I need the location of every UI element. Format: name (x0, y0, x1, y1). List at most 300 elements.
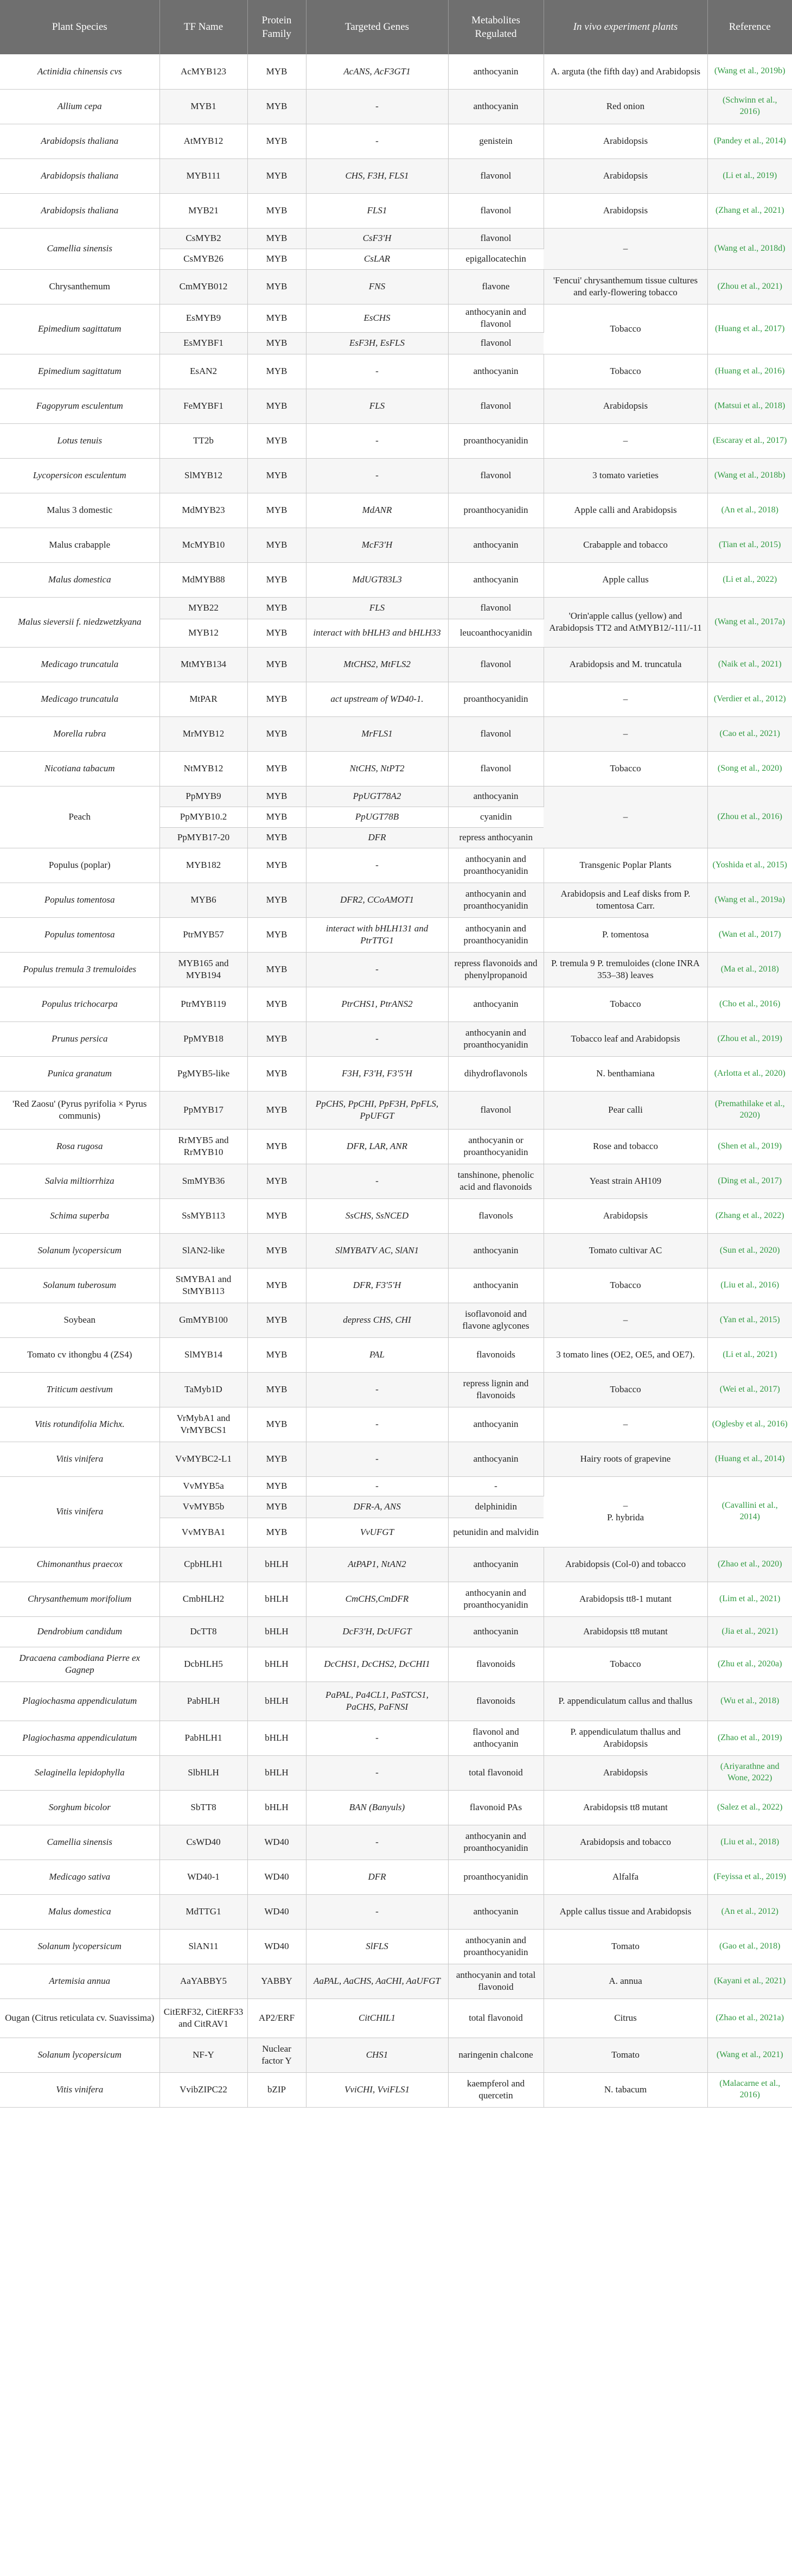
cell-targeted-genes: EsF3H, EsFLS (306, 332, 448, 354)
cell-tf-name: VvMYB5a (159, 1476, 247, 1496)
cell-protein-family: MYB (247, 751, 306, 786)
cell-targeted-genes: - (306, 354, 448, 389)
cell-protein-family: MYB (247, 423, 306, 458)
cell-tf-name: DcbHLH5 (159, 1647, 247, 1682)
cell-plant-species: Vitis vinifera (0, 1442, 159, 1476)
cell-protein-family: MYB (247, 193, 306, 228)
cell-plant-species: Malus crabapple (0, 528, 159, 562)
cell-protein-family: bHLH (247, 1721, 306, 1755)
cell-metabolites: flavonol (448, 458, 544, 493)
cell-tf-name: MdMYB88 (159, 562, 247, 597)
table-row (0, 1755, 792, 1790)
cell-protein-family: MYB (247, 597, 306, 619)
cell-protein-family: MYB (247, 458, 306, 493)
cell-targeted-genes: FLS (306, 597, 448, 619)
cell-tf-name: PpMYB10.2 (159, 807, 247, 827)
cell-tf-name: AcMYB123 (159, 54, 247, 89)
cell-plant-species: Arabidopsis thaliana (0, 158, 159, 193)
cell-tf-name: EsAN2 (159, 354, 247, 389)
table-row (0, 1056, 792, 1091)
cell-in-vivo-plants: Tobacco (544, 354, 707, 389)
table-row (0, 987, 792, 1021)
cell-protein-family: MYB (247, 952, 306, 987)
cell-tf-name: CsMYB2 (159, 228, 247, 249)
cell-in-vivo-plants: N. tabacum (544, 2072, 707, 2107)
cell-plant-species: Triticum aestivum (0, 1372, 159, 1407)
cell-targeted-genes: DFR2, CCoAMOT1 (306, 883, 448, 917)
cell-targeted-genes: CHS, F3H, FLS1 (306, 158, 448, 193)
cell-tf-name: McMYB10 (159, 528, 247, 562)
cell-protein-family: MYB (247, 1407, 306, 1442)
cell-protein-family: YABBY (247, 1964, 306, 1998)
cell-metabolites: proanthocyanidin (448, 493, 544, 528)
cell-plant-species: Camellia sinensis (0, 228, 159, 269)
cell-tf-name: SbTT8 (159, 1790, 247, 1825)
table-row (0, 1825, 792, 1860)
cell-targeted-genes: interact with bHLH131 and PtrTTG1 (306, 917, 448, 952)
cell-in-vivo-plants: – (544, 228, 707, 269)
cell-metabolites: flavonol (448, 716, 544, 751)
table-row (0, 682, 792, 716)
cell-in-vivo-plants: Rose and tobacco (544, 1129, 707, 1164)
cell-tf-name: TT2b (159, 423, 247, 458)
table-row (0, 1268, 792, 1303)
cell-reference: (An et al., 2012) (707, 1894, 792, 1929)
table-row (0, 54, 792, 89)
cell-in-vivo-plants: Arabidopsis (544, 389, 707, 423)
cell-targeted-genes: DcCHS1, DcCHS2, DcCHI1 (306, 1647, 448, 1682)
cell-plant-species: Solanum lycopersicum (0, 2038, 159, 2072)
cell-tf-name: PabHLH (159, 1682, 247, 1721)
cell-metabolites: flavonol (448, 389, 544, 423)
table-row (0, 124, 792, 158)
cell-targeted-genes: - (306, 1755, 448, 1790)
cell-tf-name: SmMYB36 (159, 1164, 247, 1198)
cell-reference: (Huang et al., 2017) (707, 304, 792, 354)
cell-reference: (Wang et al., 2018b) (707, 458, 792, 493)
table-row (0, 1894, 792, 1929)
cell-metabolites: kaempferol and quercetin (448, 2072, 544, 2107)
cell-reference: (Cao et al., 2021) (707, 716, 792, 751)
cell-reference: (Sun et al., 2020) (707, 1233, 792, 1268)
cell-plant-species: Lycopersicon esculentum (0, 458, 159, 493)
cell-tf-name: MYB21 (159, 193, 247, 228)
cell-reference: (Li et al., 2022) (707, 562, 792, 597)
cell-metabolites: anthocyanin (448, 562, 544, 597)
cell-metabolites: anthocyanin (448, 528, 544, 562)
cell-tf-name: SlMYB12 (159, 458, 247, 493)
cell-plant-species: Plagiochasma appendiculatum (0, 1721, 159, 1755)
cell-reference: (Ding et al., 2017) (707, 1164, 792, 1198)
cell-metabolites: flavonoids (448, 1337, 544, 1372)
cell-reference: (Zhou et al., 2019) (707, 1021, 792, 1056)
cell-plant-species: Chrysanthemum (0, 269, 159, 304)
cell-targeted-genes: CitCHIL1 (306, 1998, 448, 2038)
cell-plant-species: Prunus persica (0, 1021, 159, 1056)
header-row (0, 0, 792, 54)
cell-protein-family: bHLH (247, 1616, 306, 1647)
header-tf-name: TF Name (159, 0, 247, 54)
cell-reference: (Zhao et al., 2019) (707, 1721, 792, 1755)
cell-reference: (Yoshida et al., 2015) (707, 848, 792, 883)
table-row (0, 647, 792, 682)
cell-metabolites: repress lignin and flavonoids (448, 1372, 544, 1407)
cell-protein-family: bHLH (247, 1647, 306, 1682)
cell-targeted-genes: EsCHS (306, 304, 448, 332)
cell-in-vivo-plants: Apple calli and Arabidopsis (544, 493, 707, 528)
cell-in-vivo-plants: Yeast strain AH109 (544, 1164, 707, 1198)
cell-targeted-genes: F3H, F3'H, F3'5'H (306, 1056, 448, 1091)
cell-protein-family: MYB (247, 807, 306, 827)
cell-plant-species: Schima superba (0, 1198, 159, 1233)
cell-tf-name: SsMYB113 (159, 1198, 247, 1233)
cell-tf-name: PabHLH1 (159, 1721, 247, 1755)
cell-metabolites: epigallocatechin (448, 249, 544, 269)
cell-targeted-genes: PtrCHS1, PtrANS2 (306, 987, 448, 1021)
cell-reference: (Arlotta et al., 2020) (707, 1056, 792, 1091)
cell-in-vivo-plants: Tobacco (544, 751, 707, 786)
cell-in-vivo-plants: – (544, 682, 707, 716)
cell-tf-name: EsMYBF1 (159, 332, 247, 354)
cell-tf-name: MdTTG1 (159, 1894, 247, 1929)
cell-protein-family: MYB (247, 493, 306, 528)
cell-tf-name: SlbHLH (159, 1755, 247, 1790)
cell-targeted-genes: PpUGT78A2 (306, 786, 448, 807)
cell-plant-species: Vitis rotundifolia Michx. (0, 1407, 159, 1442)
cell-in-vivo-plants: – (544, 786, 707, 848)
cell-metabolites: flavonol (448, 647, 544, 682)
cell-protein-family: MYB (247, 1021, 306, 1056)
cell-protein-family: bHLH (247, 1547, 306, 1582)
cell-metabolites: anthocyanin and flavonol (448, 304, 544, 332)
cell-plant-species: Salvia miltiorrhiza (0, 1164, 159, 1198)
cell-targeted-genes: MtCHS2, MtFLS2 (306, 647, 448, 682)
cell-protein-family: Nuclear factor Y (247, 2038, 306, 2072)
cell-in-vivo-plants: – (544, 423, 707, 458)
cell-reference: (Wang et al., 2017a) (707, 597, 792, 647)
table-header (0, 0, 792, 54)
cell-targeted-genes: PpUGT78B (306, 807, 448, 827)
cell-plant-species: Fagopyrum esculentum (0, 389, 159, 423)
cell-reference: (Gao et al., 2018) (707, 1929, 792, 1964)
table-row (0, 1647, 792, 1682)
cell-plant-species: Chrysanthemum morifolium (0, 1582, 159, 1616)
cell-in-vivo-plants: 3 tomato varieties (544, 458, 707, 493)
table-row (0, 269, 792, 304)
cell-tf-name: CmMYB012 (159, 269, 247, 304)
cell-protein-family: bZIP (247, 2072, 306, 2107)
cell-plant-species: Sorghum bicolor (0, 1790, 159, 1825)
cell-plant-species: Vitis vinifera (0, 2072, 159, 2107)
cell-reference: (An et al., 2018) (707, 493, 792, 528)
cell-tf-name: MtMYB134 (159, 647, 247, 682)
cell-targeted-genes: DcF3'H, DcUFGT (306, 1616, 448, 1647)
cell-tf-name: CpbHLH1 (159, 1547, 247, 1582)
cell-tf-name: StMYBA1 and StMYB113 (159, 1268, 247, 1303)
table-row (0, 1547, 792, 1582)
cell-plant-species: Actinidia chinensis cvs (0, 54, 159, 89)
cell-in-vivo-plants: N. benthamiana (544, 1056, 707, 1091)
cell-in-vivo-plants: P. appendiculatum callus and thallus (544, 1682, 707, 1721)
cell-protein-family: MYB (247, 54, 306, 89)
cell-plant-species: Dendrobium candidum (0, 1616, 159, 1647)
cell-reference: (Premathilake et al., 2020) (707, 1091, 792, 1129)
cell-metabolites: anthocyanin (448, 1616, 544, 1647)
cell-reference: (Li et al., 2021) (707, 1337, 792, 1372)
cell-reference: (Huang et al., 2014) (707, 1442, 792, 1476)
cell-in-vivo-plants: Tomato (544, 1929, 707, 1964)
cell-metabolites: anthocyanin (448, 1547, 544, 1582)
cell-protein-family: bHLH (247, 1790, 306, 1825)
cell-metabolites: flavonols (448, 1198, 544, 1233)
cell-targeted-genes: FLS (306, 389, 448, 423)
cell-protein-family: MYB (247, 827, 306, 848)
table-row (0, 158, 792, 193)
cell-reference: (Matsui et al., 2018) (707, 389, 792, 423)
table-row (0, 917, 792, 952)
cell-metabolites: anthocyanin and proanthocyanidin (448, 1582, 544, 1616)
cell-reference: (Tian et al., 2015) (707, 528, 792, 562)
header-reference: Reference (707, 0, 792, 54)
table-row (0, 389, 792, 423)
table-row (0, 2038, 792, 2072)
cell-tf-name: DcTT8 (159, 1616, 247, 1647)
cell-protein-family: MYB (247, 1198, 306, 1233)
cell-reference: (Schwinn et al., 2016) (707, 89, 792, 124)
cell-tf-name: WD40-1 (159, 1860, 247, 1894)
table-row (0, 423, 792, 458)
cell-metabolites: flavonol (448, 228, 544, 249)
cell-plant-species: Vitis vinifera (0, 1476, 159, 1547)
cell-targeted-genes: VviCHI, VviFLS1 (306, 2072, 448, 2107)
cell-tf-name: PpMYB9 (159, 786, 247, 807)
cell-tf-name: VvibZIPC22 (159, 2072, 247, 2107)
cell-metabolites: naringenin chalcone (448, 2038, 544, 2072)
cell-in-vivo-plants: 'Fencui' chrysanthemum tissue cultures and early-flowering tobacco (544, 269, 707, 304)
cell-targeted-genes: VvUFGT (306, 1518, 448, 1547)
cell-metabolites: anthocyanin and proanthocyanidin (448, 883, 544, 917)
table-row (0, 1682, 792, 1721)
table-row (0, 1303, 792, 1337)
cell-in-vivo-plants: Arabidopsis tt8-1 mutant (544, 1582, 707, 1616)
cell-protein-family: WD40 (247, 1929, 306, 1964)
cell-tf-name: CmbHLH2 (159, 1582, 247, 1616)
cell-in-vivo-plants: Tobacco (544, 1268, 707, 1303)
cell-reference: (Wang et al., 2021) (707, 2038, 792, 2072)
table-row (0, 2072, 792, 2107)
cell-metabolites: repress flavonoids and phenylpropanoid (448, 952, 544, 987)
table-row (0, 1021, 792, 1056)
cell-in-vivo-plants: – (544, 716, 707, 751)
cell-tf-name: AtMYB12 (159, 124, 247, 158)
cell-reference: (Cavallini et al., 2014) (707, 1476, 792, 1547)
cell-targeted-genes: DFR (306, 827, 448, 848)
table-body (0, 54, 792, 2107)
cell-in-vivo-plants: Tobacco leaf and Arabidopsis (544, 1021, 707, 1056)
cell-in-vivo-plants: P. appendiculatum thallus and Arabidopsis (544, 1721, 707, 1755)
cell-tf-name: MYB12 (159, 619, 247, 647)
cell-reference: (Wan et al., 2017) (707, 917, 792, 952)
cell-plant-species: Chimonanthus praecox (0, 1547, 159, 1582)
cell-metabolites: tanshinone, phenolic acid and flavonoids (448, 1164, 544, 1198)
cell-tf-name: SlMYB14 (159, 1337, 247, 1372)
cell-targeted-genes: AcANS, AcF3GT1 (306, 54, 448, 89)
cell-plant-species: 'Red Zaosu' (Pyrus pyrifolia × Pyrus communis) (0, 1091, 159, 1129)
cell-targeted-genes: depress CHS, CHI (306, 1303, 448, 1337)
cell-protein-family: MYB (247, 848, 306, 883)
cell-targeted-genes: DFR-A, ANS (306, 1496, 448, 1518)
cell-in-vivo-plants: 'Orin'apple callus (yellow) and Arabidopsis TT2 and AtMYB12/-111/-11 (544, 597, 707, 647)
table-row (0, 1129, 792, 1164)
cell-protein-family: MYB (247, 1442, 306, 1476)
cell-plant-species: Medicago sativa (0, 1860, 159, 1894)
cell-in-vivo-plants: Transgenic Poplar Plants (544, 848, 707, 883)
cell-metabolites: flavonol (448, 158, 544, 193)
cell-metabolites: - (448, 1476, 544, 1496)
cell-protein-family: MYB (247, 917, 306, 952)
cell-plant-species: Solanum lycopersicum (0, 1233, 159, 1268)
cell-metabolites: anthocyanin (448, 1407, 544, 1442)
table-row (0, 89, 792, 124)
table-row (0, 493, 792, 528)
cell-in-vivo-plants: Tobacco (544, 987, 707, 1021)
cell-metabolites: flavonol (448, 193, 544, 228)
cell-protein-family: MYB (247, 354, 306, 389)
cell-tf-name: SlAN11 (159, 1929, 247, 1964)
table-row (0, 193, 792, 228)
cell-plant-species: Ougan (Citrus reticulata cv. Suavissima) (0, 1998, 159, 2038)
cell-tf-name: PpMYB18 (159, 1021, 247, 1056)
cell-protein-family: MYB (247, 158, 306, 193)
cell-targeted-genes: - (306, 124, 448, 158)
header-protein-family: Protein Family (247, 0, 306, 54)
cell-targeted-genes: SlFLS (306, 1929, 448, 1964)
cell-protein-family: MYB (247, 124, 306, 158)
header-metabolites: Metabolites Regulated (448, 0, 544, 54)
table-row (0, 786, 792, 807)
cell-protein-family: MYB (247, 1372, 306, 1407)
cell-targeted-genes: AtPAP1, NtAN2 (306, 1547, 448, 1582)
cell-targeted-genes: DFR, LAR, ANR (306, 1129, 448, 1164)
cell-tf-name: VrMybA1 and VrMYBCS1 (159, 1407, 247, 1442)
table-row (0, 228, 792, 249)
cell-metabolites: flavonol (448, 751, 544, 786)
cell-targeted-genes: - (306, 1372, 448, 1407)
cell-targeted-genes: DFR (306, 1860, 448, 1894)
cell-targeted-genes: MdANR (306, 493, 448, 528)
cell-in-vivo-plants: Apple callus tissue and Arabidopsis (544, 1894, 707, 1929)
cell-tf-name: VvMYBA1 (159, 1518, 247, 1547)
cell-in-vivo-plants: Red onion (544, 89, 707, 124)
cell-reference: (Wang et al., 2019b) (707, 54, 792, 89)
cell-plant-species: Selaginella lepidophylla (0, 1755, 159, 1790)
table-row (0, 848, 792, 883)
cell-plant-species: Populus trichocarpa (0, 987, 159, 1021)
cell-targeted-genes: - (306, 1164, 448, 1198)
cell-plant-species: Nicotiana tabacum (0, 751, 159, 786)
cell-metabolites: cyanidin (448, 807, 544, 827)
cell-in-vivo-plants: Arabidopsis (544, 124, 707, 158)
cell-reference: (Zhou et al., 2016) (707, 786, 792, 848)
table-row (0, 1964, 792, 1998)
cell-plant-species: Artemisia annua (0, 1964, 159, 1998)
cell-in-vivo-plants: Arabidopsis (544, 158, 707, 193)
table-row (0, 1721, 792, 1755)
table-row (0, 354, 792, 389)
cell-reference: (Li et al., 2019) (707, 158, 792, 193)
cell-protein-family: MYB (247, 1268, 306, 1303)
cell-protein-family: MYB (247, 228, 306, 249)
cell-reference: (Feyissa et al., 2019) (707, 1860, 792, 1894)
cell-targeted-genes: SlMYBATV AC, SlAN1 (306, 1233, 448, 1268)
cell-metabolites: anthocyanin (448, 1442, 544, 1476)
cell-protein-family: bHLH (247, 1682, 306, 1721)
cell-in-vivo-plants: P. tremula 9 P. tremuloides (clone INRA 353–38) leaves (544, 952, 707, 987)
cell-targeted-genes: DFR, F3'5'H (306, 1268, 448, 1303)
cell-tf-name: MYB22 (159, 597, 247, 619)
cell-reference: (Lim et al., 2021) (707, 1582, 792, 1616)
cell-protein-family: MYB (247, 987, 306, 1021)
cell-plant-species: Malus sieversii f. niedzwetzkyana (0, 597, 159, 647)
cell-metabolites: repress anthocyanin (448, 827, 544, 848)
cell-plant-species: Malus domestica (0, 1894, 159, 1929)
cell-in-vivo-plants: A. annua (544, 1964, 707, 1998)
cell-metabolites: flavonol and anthocyanin (448, 1721, 544, 1755)
cell-reference: (Wu et al., 2018) (707, 1682, 792, 1721)
cell-metabolites: anthocyanin and proanthocyanidin (448, 917, 544, 952)
table-row (0, 1582, 792, 1616)
cell-in-vivo-plants: Arabidopsis tt8 mutant (544, 1790, 707, 1825)
cell-tf-name: EsMYB9 (159, 304, 247, 332)
cell-targeted-genes: interact with bHLH3 and bHLH33 (306, 619, 448, 647)
header-in-vivo-plants: In vivo experiment plants (544, 0, 707, 54)
cell-metabolites: proanthocyanidin (448, 682, 544, 716)
cell-in-vivo-plants: Apple callus (544, 562, 707, 597)
cell-metabolites: total flavonoid (448, 1998, 544, 2038)
cell-targeted-genes: - (306, 1894, 448, 1929)
cell-metabolites: flavonoids (448, 1682, 544, 1721)
cell-tf-name: MYB165 and MYB194 (159, 952, 247, 987)
table-row (0, 751, 792, 786)
cell-targeted-genes: McF3'H (306, 528, 448, 562)
cell-in-vivo-plants: – P. hybrida (544, 1476, 707, 1547)
cell-metabolites: anthocyanin (448, 786, 544, 807)
cell-targeted-genes: CmCHS,CmDFR (306, 1582, 448, 1616)
cell-plant-species: Rosa rugosa (0, 1129, 159, 1164)
cell-protein-family: MYB (247, 1129, 306, 1164)
cell-in-vivo-plants: Arabidopsis and Leaf disks from P. tomentosa Carr. (544, 883, 707, 917)
cell-metabolites: flavone (448, 269, 544, 304)
cell-protein-family: MYB (247, 1476, 306, 1496)
cell-metabolites: proanthocyanidin (448, 423, 544, 458)
cell-tf-name: FeMYBF1 (159, 389, 247, 423)
cell-protein-family: MYB (247, 269, 306, 304)
cell-metabolites: isoflavonoid and flavone aglycones (448, 1303, 544, 1337)
cell-in-vivo-plants: Tobacco (544, 1372, 707, 1407)
cell-plant-species: Peach (0, 786, 159, 848)
cell-reference: (Cho et al., 2016) (707, 987, 792, 1021)
cell-protein-family: WD40 (247, 1825, 306, 1860)
cell-targeted-genes: act upstream of WD40-1. (306, 682, 448, 716)
cell-targeted-genes: CsLAR (306, 249, 448, 269)
cell-tf-name: MYB111 (159, 158, 247, 193)
table-row (0, 883, 792, 917)
cell-targeted-genes: MdUGT83L3 (306, 562, 448, 597)
cell-metabolites: anthocyanin and proanthocyanidin (448, 1021, 544, 1056)
cell-targeted-genes: FLS1 (306, 193, 448, 228)
cell-metabolites: anthocyanin (448, 1233, 544, 1268)
cell-plant-species: Medicago truncatula (0, 647, 159, 682)
